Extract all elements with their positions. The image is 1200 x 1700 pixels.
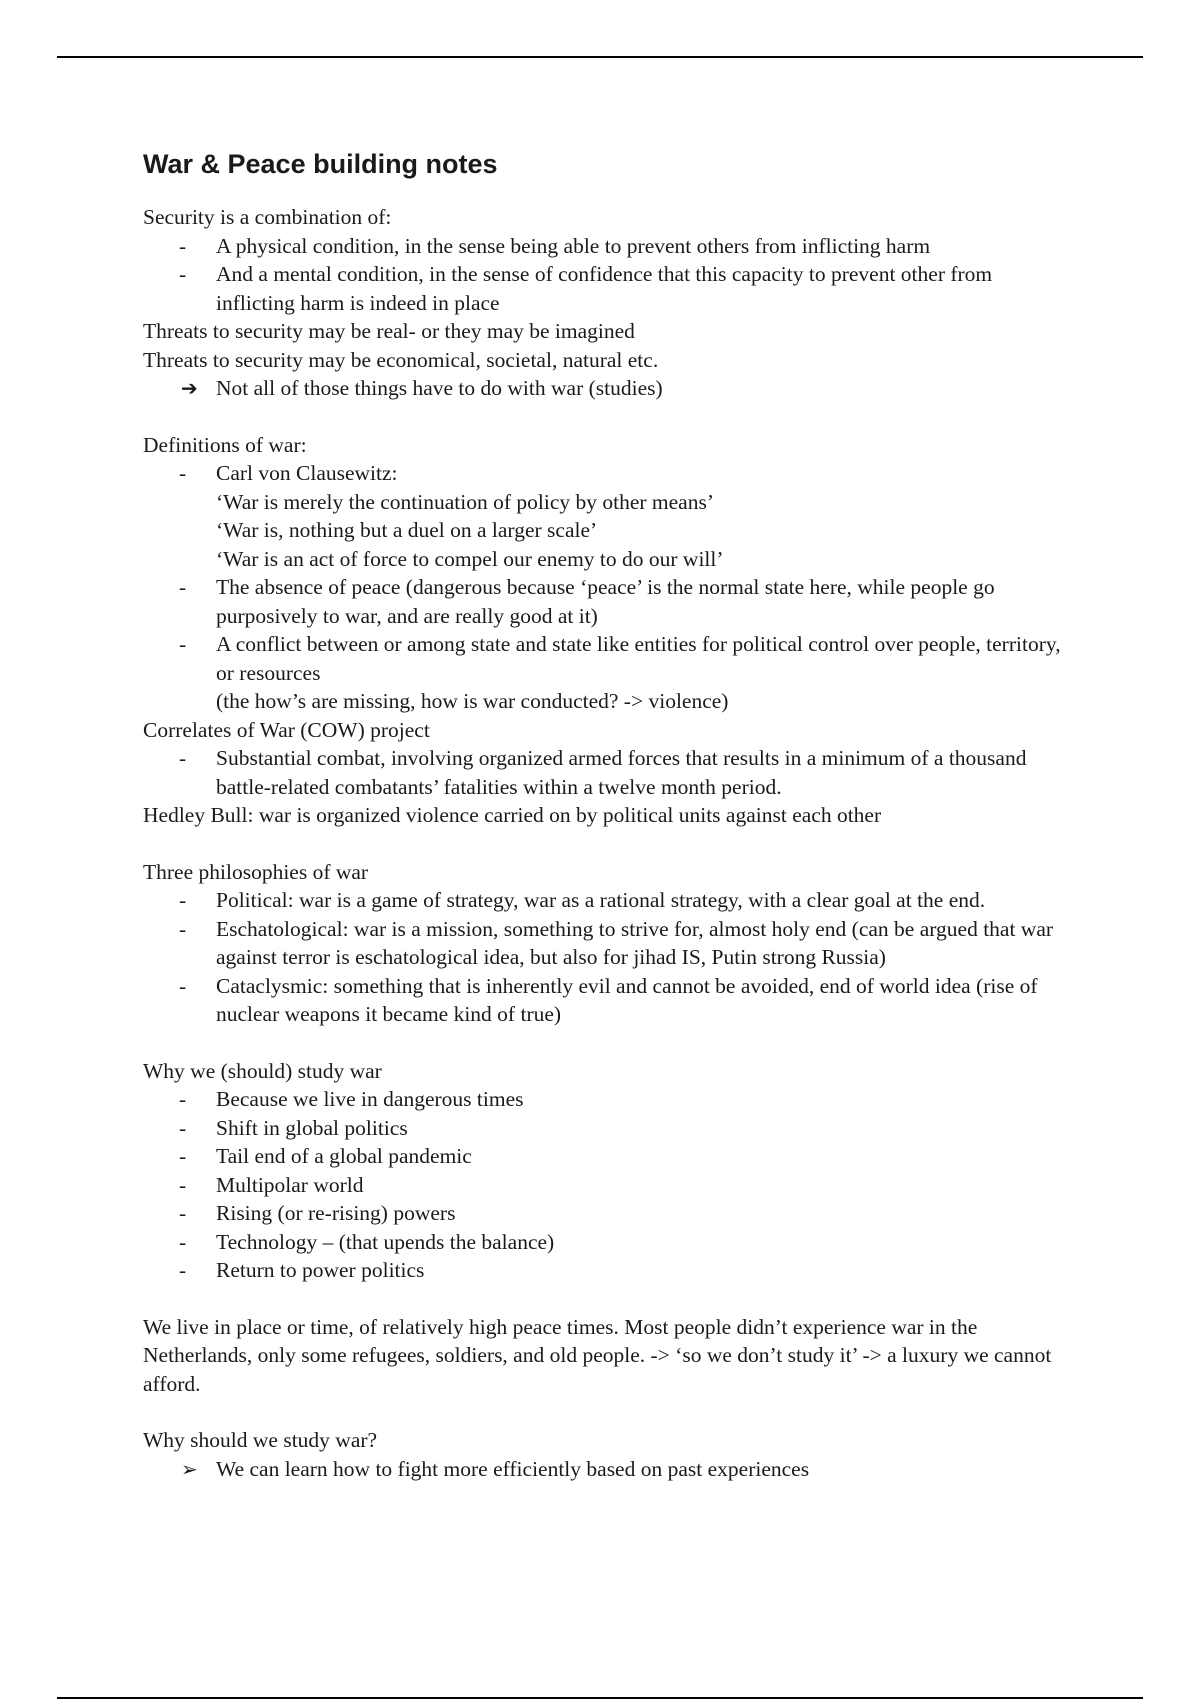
list-item: - A physical condition, in the sense being able to prevent others from inflicting harm bbox=[143, 232, 1063, 261]
list-item: - Because we live in dangerous times bbox=[143, 1085, 1063, 1114]
document-page bbox=[143, 147, 1063, 1483]
dash-bullet: - bbox=[179, 1258, 187, 1282]
arrow-list bbox=[143, 374, 1063, 403]
list-item: - Carl von Clausewitz: ‘War is merely the continuation of policy by other means’ ‘War is, nothing but a duel on a larger scale’ ‘War is an act of force to compel our enemy to do our will’ bbox=[143, 459, 1063, 573]
section-heading: Definitions of war: bbox=[143, 432, 307, 457]
list-item: - Technology – (that upends the balance) bbox=[143, 1228, 1063, 1257]
dash-bullet: - bbox=[179, 1087, 187, 1111]
why-study-list bbox=[143, 1085, 1063, 1285]
page-title: War & Peace building notes bbox=[143, 149, 498, 179]
cow-heading: Correlates of War (COW) project bbox=[143, 717, 430, 742]
bull-definition: Hedley Bull: war is organized violence carried on by political units against each other bbox=[143, 803, 882, 827]
list-item: - The absence of peace (dangerous because ‘peace’ is the normal state here, while people go purposively to war, and are really good at it) bbox=[179, 575, 995, 628]
list-item: - Tail end of a global pandemic bbox=[143, 1142, 1063, 1171]
dash-bullet: - bbox=[179, 262, 187, 286]
list-item: ➔ Not all of those things have to do with war (studies) bbox=[143, 374, 1063, 403]
arrowhead-icon: ➢ bbox=[181, 1456, 198, 1481]
dash-bullet: - bbox=[179, 461, 187, 485]
list-item: - Multipolar world bbox=[143, 1171, 1063, 1200]
dash-bullet: - bbox=[179, 632, 187, 656]
list-item: - Shift in global politics bbox=[143, 1114, 1063, 1143]
dash-bullet: - bbox=[179, 1229, 187, 1254]
section-heading: Why should we study war? bbox=[143, 1428, 378, 1452]
quote: ‘War is merely the continuation of policy by other means’ bbox=[216, 489, 714, 514]
list-item: - A conflict between or among state and state like entities for political control over people, territory, or resources (the how’s are missing, how is war conducted? -> violence) bbox=[179, 632, 1061, 713]
arrow-icon: ➔ bbox=[181, 376, 198, 400]
security-intro: Security is a combination of: bbox=[143, 205, 392, 229]
list-item: - Rising (or re-rising) powers bbox=[143, 1199, 1063, 1228]
dash-bullet: - bbox=[179, 1201, 187, 1225]
threats-line: Threats to security may be economical, societal, natural etc. bbox=[143, 347, 659, 372]
definitions-list bbox=[143, 459, 1063, 716]
body-paragraph: We live in place or time, of relatively high peace times. Most people didn’t experience war in the Netherlands, only some refugees, soldiers, and old people. -> ‘so we don’t study it’ -> a luxury we cannot afford. bbox=[143, 1314, 1052, 1396]
header-rule bbox=[57, 56, 1143, 58]
dash-bullet: - bbox=[179, 1172, 187, 1197]
cow-list bbox=[143, 744, 1063, 801]
list-item: ➢ We can learn how to fight more efficiently based on past experiences bbox=[143, 1455, 1063, 1484]
dash-bullet: - bbox=[179, 973, 187, 998]
security-list bbox=[143, 232, 1063, 318]
dash-bullet: - bbox=[179, 575, 187, 599]
dash-bullet: - bbox=[179, 233, 187, 258]
dash-bullet: - bbox=[179, 916, 187, 941]
list-item: - Substantial combat, involving organized armed forces that results in a minimum of a thousand battle-related combatants’ fatalities within a twelve month period. bbox=[179, 746, 1027, 799]
footer-rule bbox=[57, 1697, 1143, 1699]
list-item: - Political: war is a game of strategy, war as a rational strategy, with a clear goal at the end. bbox=[143, 886, 1063, 915]
dash-bullet: - bbox=[179, 1144, 187, 1168]
section-heading: Why we (should) study war bbox=[143, 1058, 382, 1083]
list-item: - And a mental condition, in the sense of confidence that this capacity to prevent other from inflicting harm is indeed in place bbox=[179, 262, 993, 315]
quote: ‘War is, nothing but a duel on a larger scale’ bbox=[216, 518, 598, 542]
list-item: - Cataclysmic: something that is inherently evil and cannot be avoided, end of world idea (rise of nuclear weapons it became kind of true) bbox=[179, 973, 1038, 1026]
dash-bullet: - bbox=[179, 1115, 187, 1140]
list-item: - Return to power politics bbox=[143, 1256, 1063, 1285]
section-heading: Three philosophies of war bbox=[143, 859, 369, 884]
threats-line: Threats to security may be real- or they may be imagined bbox=[143, 319, 635, 343]
quote: ‘War is an act of force to compel our enemy to do our will’ bbox=[216, 546, 724, 571]
why-should-list bbox=[143, 1455, 1063, 1484]
philosophies-list bbox=[143, 886, 1063, 1029]
dash-bullet: - bbox=[179, 888, 187, 912]
dash-bullet: - bbox=[179, 746, 187, 770]
list-item: - Eschatological: war is a mission, something to strive for, almost holy end (can be argued that war against terror is eschatological idea, but also for jihad IS, Putin strong Russia) bbox=[179, 916, 1054, 969]
